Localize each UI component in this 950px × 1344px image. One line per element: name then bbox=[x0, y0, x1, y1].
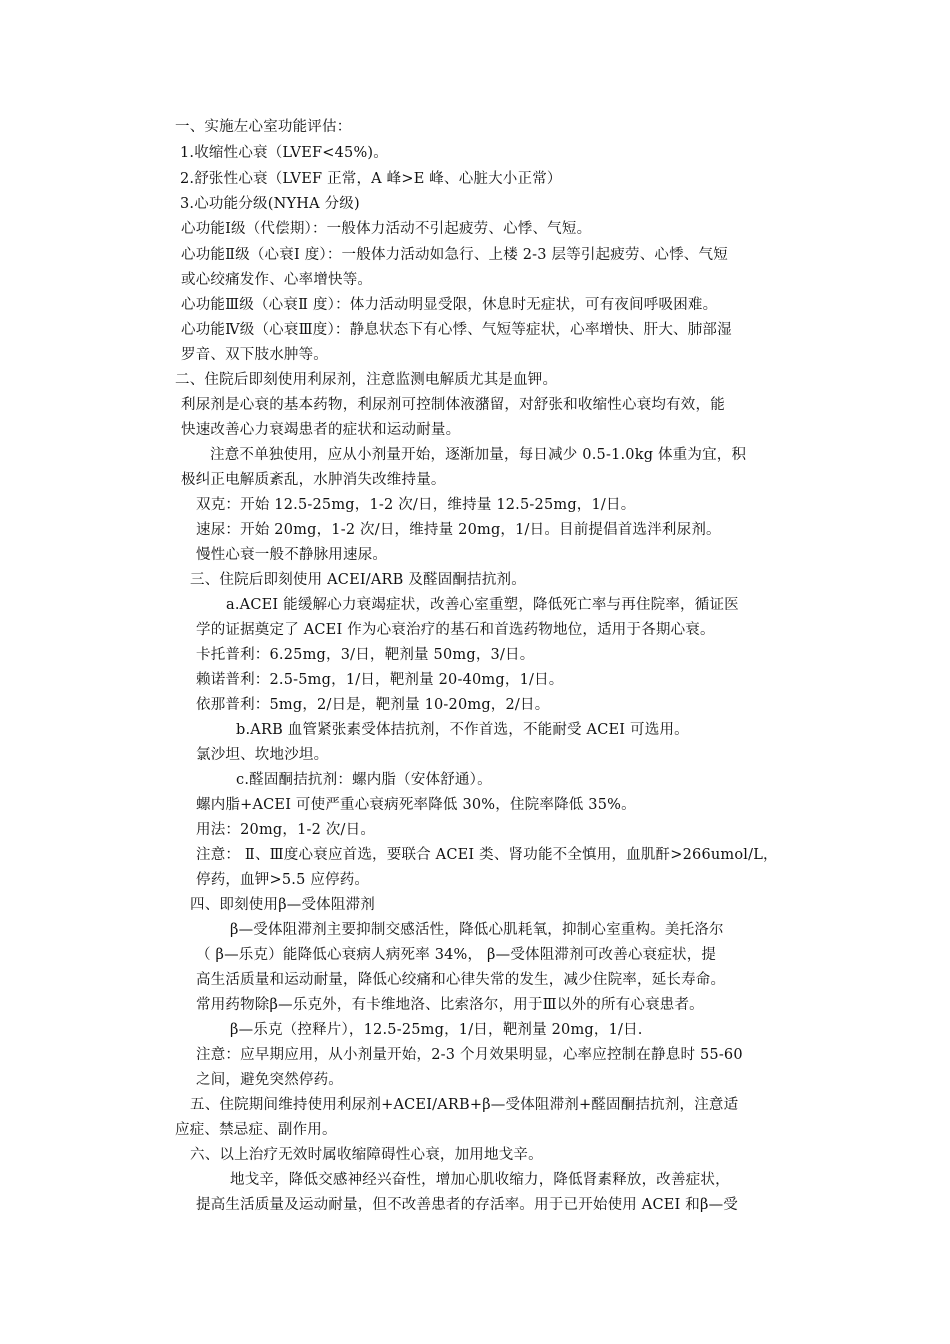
text-line: 慢性心衰一般不静脉用速尿。 bbox=[196, 547, 388, 563]
text-line: 提高生活质量及运动耐量，但不改善患者的存活率。用于已开始使用 ACEI 和β—受 bbox=[196, 1197, 738, 1213]
text-line: 或心绞痛发作、心率增快等。 bbox=[181, 272, 373, 288]
heading-4: 四、即刻使用β—受体阻滞剂 bbox=[190, 897, 375, 913]
text-line: 快速改善心力衰竭患者的症状和运动耐量。 bbox=[181, 422, 461, 438]
text-line: 3.心功能分级(NYHA 分级) bbox=[180, 196, 360, 212]
text-line: 螺内脂+ACEI 可使严重心衰病死率降低 30%，住院率降低 35%。 bbox=[196, 797, 636, 813]
text-line: β—受体阻滞剂主要抑制交感活性，降低心肌耗氧，抑制心室重构。美托洛尔 bbox=[230, 922, 724, 938]
heading-1: 一、实施左心室功能评估： bbox=[175, 119, 352, 135]
text-line: 常用药物除β—乐克外，有卡维地洛、比索洛尔，用于Ⅲ以外的所有心衰患者。 bbox=[196, 997, 704, 1013]
text-line: 罗音、双下肢水肿等。 bbox=[181, 347, 328, 363]
text-line: 卡托普利：6.25mg，3/日，靶剂量 50mg，3/日。 bbox=[196, 647, 535, 663]
heading-3: 三、住院后即刻使用 ACEI/ARB 及醛固酮拮抗剂。 bbox=[190, 572, 526, 588]
text-line: 应症、禁忌症、副作用。 bbox=[175, 1122, 337, 1138]
text-line: 地戈辛，降低交感神经兴奋性，增加心肌收缩力，降低肾素释放，改善症状， bbox=[230, 1172, 730, 1188]
text-line: 停药，血钾>5.5 应停药。 bbox=[196, 872, 370, 888]
text-line: 心功能Ⅱ级（心衰Ⅰ 度）：一般体力活动如急行、上楼 2-3 层等引起疲劳、心悸、气短 bbox=[181, 247, 728, 263]
text-line: （ β—乐克）能降低心衰病人病死率 34%， β—受体阻滞剂可改善心衰症状，提 bbox=[196, 947, 717, 963]
text-line: 高生活质量和运动耐量，降低心绞痛和心律失常的发生，减少住院率，延长寿命。 bbox=[196, 972, 726, 988]
text-line: c.醛固酮拮抗剂：螺内脂（安体舒通）。 bbox=[236, 772, 492, 788]
text-line: 依那普利：5mg，2/日是，靶剂量 10-20mg，2/日。 bbox=[196, 697, 550, 713]
text-line: 注意：应早期应用，从小剂量开始，2-3 个月效果明显，心率应控制在静息时 55-60 bbox=[196, 1047, 743, 1063]
text-line: a.ACEI 能缓解心力衰竭症状，改善心室重塑，降低死亡率与再住院率，循证医 bbox=[226, 597, 739, 613]
text-line: 之间，避免突然停药。 bbox=[196, 1072, 343, 1088]
heading-5: 五、住院期间维持使用利尿剂+ACEI/ARB+β—受体阻滞剂+醛固酮拮抗剂，注意适 bbox=[190, 1097, 739, 1113]
text-line: 心功能Ⅳ级（心衰Ⅲ度）：静息状态下有心悸、气短等症状，心率增快、肝大、肺部湿 bbox=[181, 322, 732, 338]
text-line: 双克：开始 12.5-25mg，1-2 次/日，维持量 12.5-25mg，1/日。 bbox=[196, 497, 636, 513]
text-line: 氯沙坦、坎地沙坦。 bbox=[196, 747, 329, 763]
heading-6: 六、以上治疗无效时属收缩障碍性心衰，加用地戈辛。 bbox=[190, 1147, 543, 1163]
text-line: 注意： Ⅱ、Ⅲ度心衰应首选，要联合 ACEI 类、肾功能不全慎用，血肌酐>266umol/L， bbox=[196, 847, 778, 863]
text-line: 心功能Ⅰ级（代偿期）：一般体力活动不引起疲劳、心悸、气短。 bbox=[181, 221, 592, 237]
text-line: b.ARB 血管紧张素受体拮抗剂，不作首选，不能耐受 ACEI 可选用。 bbox=[236, 722, 689, 738]
text-line: 2.舒张性心衰（LVEF 正常，A 峰>E 峰、心脏大小正常） bbox=[180, 171, 562, 187]
text-line: 注意不单独使用，应从小剂量开始，逐渐加量，每日减少 0.5-1.0kg 体重为宜，积 bbox=[210, 447, 747, 463]
text-line: 极纠正电解质紊乱，水肿消失改维持量。 bbox=[181, 472, 446, 488]
text-line: β—乐克（控释片），12.5-25mg，1/日，靶剂量 20mg，1/日. bbox=[230, 1022, 643, 1038]
text-line: 赖诺普利：2.5-5mg，1/日，靶剂量 20-40mg，1/日。 bbox=[196, 672, 564, 688]
text-line: 用法：20mg，1-2 次/日。 bbox=[196, 822, 376, 838]
text-line: 学的证据奠定了 ACEI 作为心衰治疗的基石和首选药物地位，适用于各期心衰。 bbox=[196, 622, 715, 638]
heading-2: 二、住院后即刻使用利尿剂，注意监测电解质尤其是血钾。 bbox=[175, 372, 558, 388]
text-line: 心功能Ⅲ级（心衰Ⅱ 度）：体力活动明显受限，休息时无症状，可有夜间呼吸困难。 bbox=[181, 297, 718, 313]
text-line: 利尿剂是心衰的基本药物，利尿剂可控制体液潴留，对舒张和收缩性心衰均有效，能 bbox=[181, 397, 725, 413]
text-line: 1.收缩性心衰（LVEF<45%)。 bbox=[180, 145, 388, 161]
text-line: 速尿：开始 20mg，1-2 次/日，维持量 20mg，1/日。目前提倡首选泮利尿剂。 bbox=[196, 522, 721, 538]
